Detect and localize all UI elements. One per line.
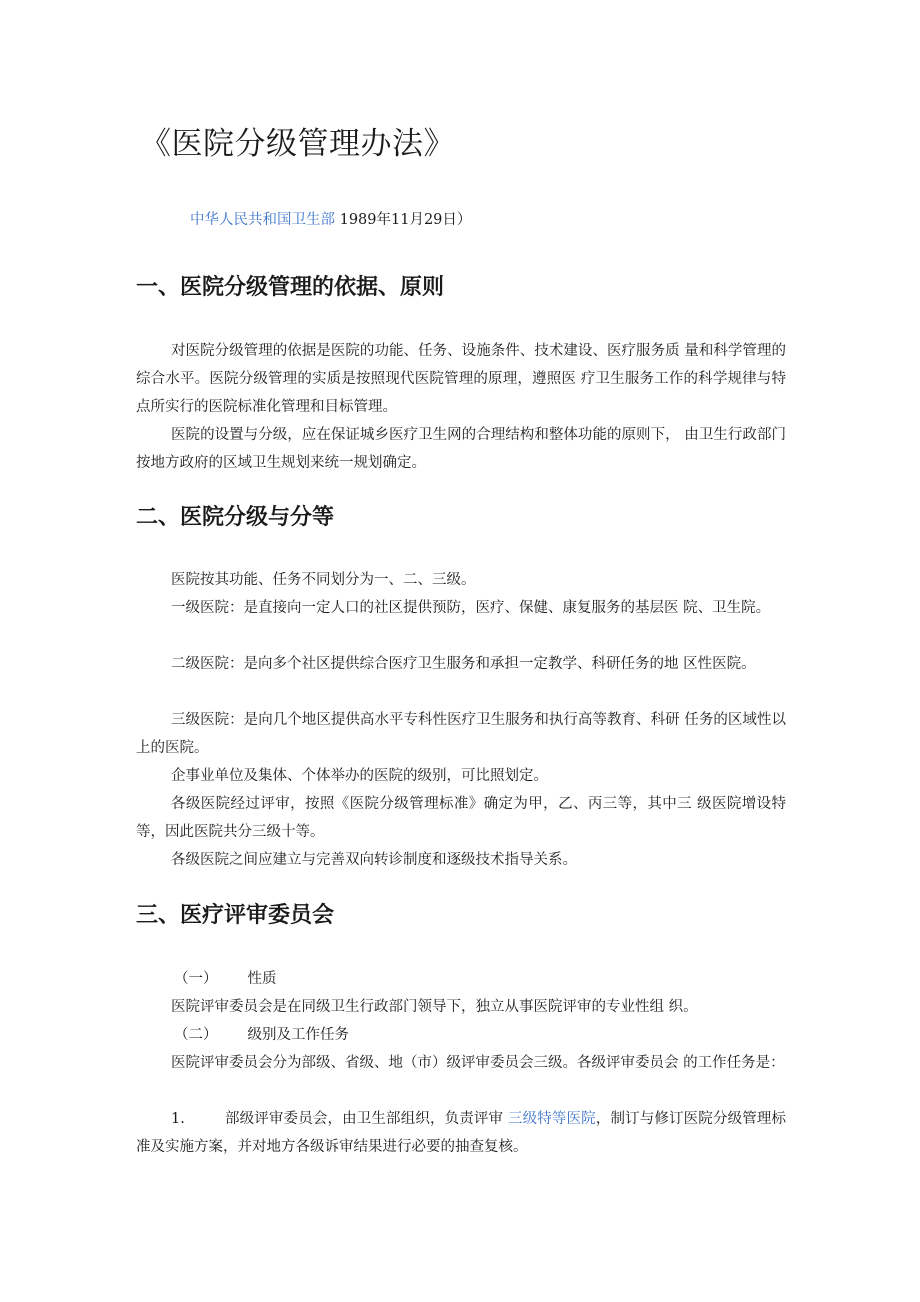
paragraph: 医院按其功能、任务不同划分为一、二、三级。: [171, 572, 476, 588]
paragraph: 各级医院之间应建立与完善双向转诊制度和逐级技术指导关系。: [171, 852, 577, 868]
subsection-number: （二）: [174, 1027, 218, 1043]
section-heading-3: 三、医疗评审委员会: [136, 903, 335, 928]
paragraph: 医院的设置与分级，应在保证城乡医疗卫生网的合理结构和整体功能的原则下， 由卫生行政部门按地方政府的区域卫生规划来统一规划确定。: [136, 427, 786, 471]
document-title: 《医院分级管理办法》: [140, 126, 455, 162]
subsection-label: 级别及工作任务: [247, 1027, 349, 1043]
list-item-number: 1.: [171, 1111, 185, 1127]
paragraph: 一级医院：是直接向一定人口的社区提供预防，医疗、保健、康复服务的基层医 院、卫生院。: [171, 600, 771, 616]
paragraph: 医院评审委员会是在同级卫生行政部门领导下，独立从事医院评审的专业性组 织。: [171, 999, 698, 1015]
subsection-2: [174, 1021, 349, 1049]
list-item-text: 部级评审委员会，由卫生部组织，负责评审: [224, 1111, 508, 1127]
paragraph: 医院评审委员会分为部级、省级、地（市）级评审委员会三级。各级评审委员会 的工作任务是：: [171, 1055, 785, 1071]
document-source: [190, 208, 471, 229]
list-item: [136, 1105, 786, 1161]
paragraph: 各级医院经过评审，按照《医院分级管理标准》确定为甲，乙、丙三等，其中三 级医院增设特等，因此医院共分三级十等。: [136, 796, 786, 840]
subsection-label: 性质: [247, 971, 277, 987]
paragraph: 对医院分级管理的依据是医院的功能、任务、设施条件、技术建设、医疗服务质 量和科学管理的综合水平。医院分级管理的实质是按照现代医院管理的原理，遵照医 疗卫生服务工作的科学规律与特点所实行的医院标准化管理和目标管理。: [136, 343, 786, 415]
paragraph: 二级医院：是向多个社区提供综合医疗卫生服务和承担一定教学、科研任务的地 区性医院。: [171, 656, 756, 672]
issuer-link[interactable]: 中华人民共和国卫生部: [190, 212, 335, 228]
subsection-number: （一）: [174, 971, 218, 987]
hospital-grade-link[interactable]: 三级特等医院: [507, 1111, 596, 1127]
section-heading-1: 一、医院分级管理的依据、原则: [136, 275, 445, 300]
paragraph: 三级医院：是向几个地区提供高水平专科性医疗卫生服务和执行高等教育、科研 任务的区域性以上的医院。: [136, 712, 786, 756]
subsection-1: [174, 965, 277, 993]
issue-date: 1989年11月29日）: [335, 212, 472, 228]
paragraph: 企事业单位及集体、个体举办的医院的级别，可比照划定。: [171, 768, 548, 784]
section-heading-2: 二、医院分级与分等: [136, 505, 335, 530]
list-item-text: ，制订与修订医院分级管理标准及实施方案，并对地方各级诉审结果进行必要的抽查复核。: [136, 1111, 787, 1155]
